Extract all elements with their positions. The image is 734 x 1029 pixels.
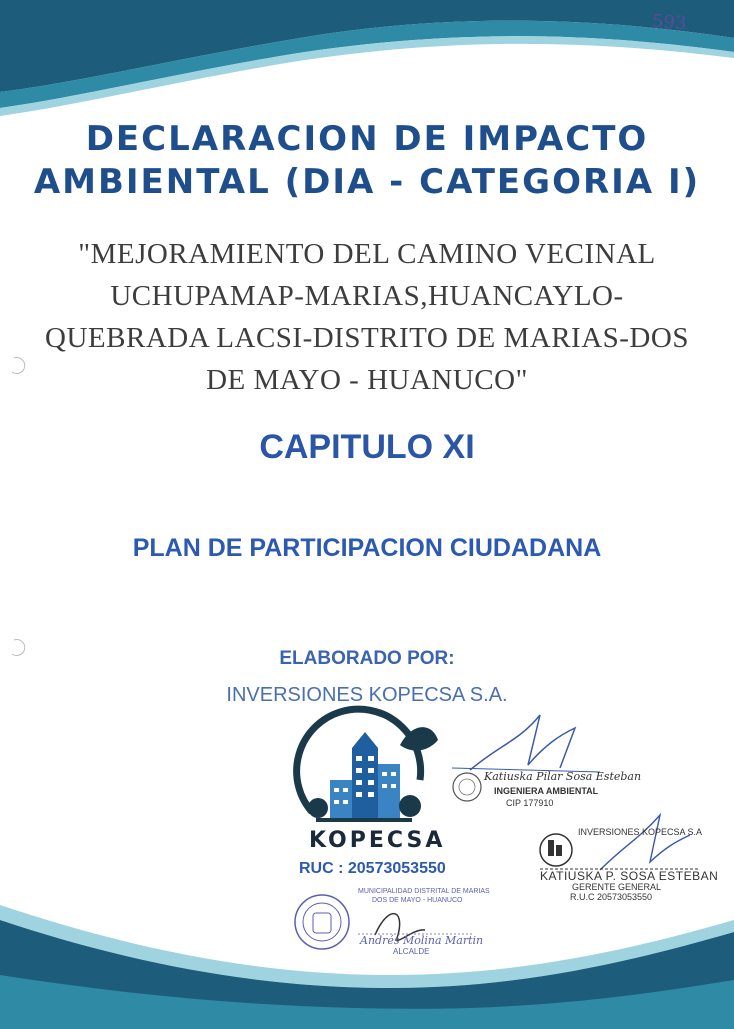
title-line-1: DECLARACION DE IMPACTO: [85, 119, 649, 159]
mayor-name: Andrés Molina Martin: [360, 934, 484, 947]
engineer-name: Katiuska Pilar Sosa Esteban: [484, 770, 642, 783]
engineer-cip: CIP 177910: [506, 798, 554, 808]
stamp-company-header: INVERSIONES KOPECSA S.A: [578, 827, 703, 837]
stamp-manager-name: KATIUSKA P. SOSA ESTEBAN: [540, 869, 719, 883]
plan-heading: PLAN DE PARTICIPACION CIUDADANA: [132, 534, 602, 562]
project-line-2: UCHUPAMAP-MARIAS,HUANCAYLO-: [110, 280, 624, 312]
engineer-role: INGENIERA AMBIENTAL: [494, 786, 599, 796]
chapter-heading: CAPITULO XI: [259, 428, 475, 466]
handwritten-page-number: 593: [651, 10, 688, 35]
project-line-1: "MEJORAMIENTO DEL CAMINO VECINAL: [78, 238, 656, 270]
project-line-3: QUEBRADA LACSI-DISTRITO DE MARIAS-DOS: [45, 322, 689, 354]
mayor-role: ALCALDE: [393, 947, 430, 956]
stamp-manager-role: GERENTE GENERAL: [572, 882, 662, 892]
mayor-office-line-1: MUNICIPALIDAD DISTRITAL DE MARIAS: [358, 888, 490, 895]
mayor-office-line-2: DOS DE MAYO - HUANUCO: [372, 897, 463, 904]
prepared-by-label: ELABORADO POR:: [279, 648, 455, 669]
company-name: INVERSIONES KOPECSA S.A.: [226, 684, 508, 706]
company-ruc: RUC : 20573053550: [299, 860, 446, 877]
logo-wordmark: KOPECSA: [309, 828, 446, 853]
project-line-4: DE MAYO - HUANUCO": [206, 364, 528, 396]
title-line-2: AMBIENTAL (DIA - CATEGORIA I): [33, 162, 701, 202]
stamp-ruc: R.U.C 20573053550: [570, 892, 653, 902]
